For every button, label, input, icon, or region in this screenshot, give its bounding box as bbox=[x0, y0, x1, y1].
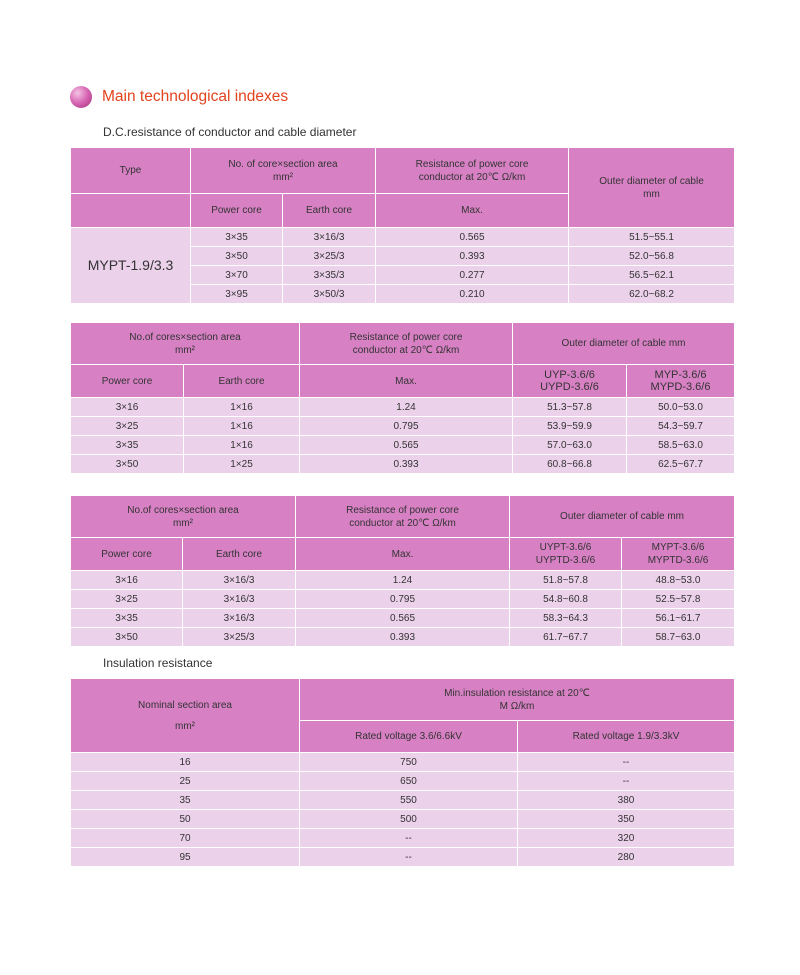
header-max: Max. bbox=[376, 194, 569, 228]
cell-power: 3×70 bbox=[191, 266, 283, 285]
header-uyp bbox=[513, 365, 627, 398]
cell-earth: 1×16 bbox=[184, 436, 300, 455]
cell-earth: 3×16/3 bbox=[183, 590, 296, 609]
header-cores bbox=[71, 323, 300, 365]
header-resistance-text: Resistance of power core conductor at 20℃ Ω/km bbox=[415, 158, 529, 183]
cell-power: 3×50 bbox=[71, 455, 184, 474]
header-max: Max. bbox=[296, 538, 510, 571]
header-rated-b: Rated voltage 1.9/3.3kV bbox=[518, 721, 735, 753]
cell-diameter-a: 51.3~57.8 bbox=[513, 398, 627, 417]
cell-earth: 3×16/3 bbox=[183, 571, 296, 590]
dc-resistance-table-uyp-myp bbox=[70, 322, 735, 474]
cell-resistance: 1.24 bbox=[296, 571, 510, 590]
cell-rated-b: -- bbox=[518, 753, 735, 772]
header-mypt bbox=[622, 538, 735, 571]
cell-resistance: 0.795 bbox=[300, 417, 513, 436]
header-cores-text: No.of cores×section area bbox=[127, 504, 239, 516]
cell-rated-a: -- bbox=[300, 829, 518, 848]
cell-area: 50 bbox=[71, 810, 300, 829]
header-blank bbox=[71, 194, 191, 228]
header-cores-text: No. of core×section area bbox=[228, 158, 338, 170]
section-heading bbox=[70, 86, 288, 108]
header-rated-a: Rated voltage 3.6/6.6kV bbox=[300, 721, 518, 753]
insulation-resistance-table bbox=[70, 678, 735, 867]
cell-resistance: 0.565 bbox=[300, 436, 513, 455]
header-earth-core: Earth core bbox=[183, 538, 296, 571]
header-nominal-unit: mm² bbox=[175, 720, 195, 732]
header-resistance bbox=[376, 148, 569, 194]
header-max: Max. bbox=[300, 365, 513, 398]
cell-power: 3×25 bbox=[71, 590, 183, 609]
cell-diameter-a: 54.8~60.8 bbox=[510, 590, 622, 609]
header-myp bbox=[627, 365, 735, 398]
cell-rated-a: -- bbox=[300, 848, 518, 867]
cell-diameter: 51.5~55.1 bbox=[569, 228, 735, 247]
cell-diameter-a: 61.7~67.7 bbox=[510, 628, 622, 647]
cell-diameter-b: 54.3~59.7 bbox=[627, 417, 735, 436]
header-uyp-line2: UYPD-3.6/6 bbox=[540, 381, 599, 393]
cell-diameter-b: 62.5~67.7 bbox=[627, 455, 735, 474]
cell-power: 3×35 bbox=[191, 228, 283, 247]
header-uypt bbox=[510, 538, 622, 571]
cell-area: 95 bbox=[71, 848, 300, 867]
header-power-core: Power core bbox=[191, 194, 283, 228]
header-mypt-line2: MYPTD-3.6/6 bbox=[647, 555, 709, 566]
header-resistance bbox=[296, 496, 510, 538]
cell-resistance: 0.393 bbox=[296, 628, 510, 647]
cell-resistance: 0.795 bbox=[296, 590, 510, 609]
cell-earth: 3×16/3 bbox=[283, 228, 376, 247]
cell-diameter-a: 60.8~66.8 bbox=[513, 455, 627, 474]
cell-power: 3×95 bbox=[191, 285, 283, 304]
header-resistance-text: Resistance of power core conductor at 20℃ Ω/km bbox=[346, 504, 459, 529]
model-name: MYPT-1.9/3.3 bbox=[71, 228, 191, 304]
cell-earth: 1×25 bbox=[184, 455, 300, 474]
cell-diameter: 62.0~68.2 bbox=[569, 285, 735, 304]
cell-earth: 3×16/3 bbox=[183, 609, 296, 628]
cell-resistance: 0.277 bbox=[376, 266, 569, 285]
header-cores bbox=[191, 148, 376, 194]
header-uypt-line2: UYPTD-3.6/6 bbox=[535, 555, 596, 566]
header-earth-core: Earth core bbox=[184, 365, 300, 398]
cell-diameter-a: 51.8~57.8 bbox=[510, 571, 622, 590]
cell-diameter-b: 52.5~57.8 bbox=[622, 590, 735, 609]
header-nominal-text: Nominal section area bbox=[138, 699, 232, 711]
cell-power: 3×16 bbox=[71, 398, 184, 417]
cell-rated-a: 500 bbox=[300, 810, 518, 829]
header-diameter-text: Outer diameter of cable mm bbox=[599, 175, 704, 200]
cell-rated-a: 650 bbox=[300, 772, 518, 791]
cell-earth: 1×16 bbox=[184, 417, 300, 436]
header-min-resistance-text: Min.insulation resistance at 20℃ bbox=[444, 687, 590, 699]
cell-diameter-b: 56.1~61.7 bbox=[622, 609, 735, 628]
header-uyp-line1: UYP-3.6/6 bbox=[544, 369, 595, 381]
cell-resistance: 1.24 bbox=[300, 398, 513, 417]
header-power-core: Power core bbox=[71, 538, 183, 571]
cell-rated-a: 550 bbox=[300, 791, 518, 810]
cell-diameter-b: 50.0~53.0 bbox=[627, 398, 735, 417]
header-power-core: Power core bbox=[71, 365, 184, 398]
header-earth-core: Earth core bbox=[283, 194, 376, 228]
cell-diameter-b: 48.8~53.0 bbox=[622, 571, 735, 590]
cell-power: 3×50 bbox=[71, 628, 183, 647]
cell-diameter-a: 58.3~64.3 bbox=[510, 609, 622, 628]
header-cores bbox=[71, 496, 296, 538]
header-uypt-line1: UYPT-3.6/6 bbox=[539, 542, 592, 553]
header-cores-unit: mm² bbox=[173, 517, 193, 529]
cell-area: 16 bbox=[71, 753, 300, 772]
cell-earth: 1×16 bbox=[184, 398, 300, 417]
bullet-icon bbox=[70, 86, 92, 108]
insulation-subtitle: Insulation resistance bbox=[103, 656, 213, 670]
cell-diameter-a: 53.9~59.9 bbox=[513, 417, 627, 436]
header-nominal bbox=[71, 679, 300, 753]
cell-earth: 3×35/3 bbox=[283, 266, 376, 285]
header-mypt-line1: MYPT-3.6/6 bbox=[651, 542, 705, 553]
header-resistance bbox=[300, 323, 513, 365]
header-cores-unit: mm² bbox=[175, 344, 195, 356]
cell-earth: 3×50/3 bbox=[283, 285, 376, 304]
dc-resistance-subtitle: D.C.resistance of conductor and cable diameter bbox=[103, 125, 357, 139]
cell-diameter: 52.0~56.8 bbox=[569, 247, 735, 266]
cell-rated-b: 320 bbox=[518, 829, 735, 848]
cell-rated-b: 280 bbox=[518, 848, 735, 867]
header-type: Type bbox=[71, 148, 191, 194]
header-cores-text: No.of cores×section area bbox=[129, 331, 241, 343]
cell-diameter: 56.5~62.1 bbox=[569, 266, 735, 285]
cell-power: 3×35 bbox=[71, 436, 184, 455]
header-myp-line2: MYPD-3.6/6 bbox=[650, 381, 711, 393]
cell-resistance: 0.393 bbox=[376, 247, 569, 266]
cell-power: 3×25 bbox=[71, 417, 184, 436]
cell-power: 3×16 bbox=[71, 571, 183, 590]
header-cores-unit: mm² bbox=[273, 171, 293, 183]
heading-text: Main technological indexes bbox=[102, 88, 289, 105]
header-diameter: Outer diameter of cable mm bbox=[510, 496, 735, 538]
cell-diameter-b: 58.5~63.0 bbox=[627, 436, 735, 455]
cell-resistance: 0.393 bbox=[300, 455, 513, 474]
cell-rated-a: 750 bbox=[300, 753, 518, 772]
cell-power: 3×35 bbox=[71, 609, 183, 628]
cell-area: 70 bbox=[71, 829, 300, 848]
cell-area: 35 bbox=[71, 791, 300, 810]
cell-rated-b: 350 bbox=[518, 810, 735, 829]
cell-diameter-b: 58.7~63.0 bbox=[622, 628, 735, 647]
header-resistance-text: Resistance of power core conductor at 20℃ Ω/km bbox=[349, 331, 463, 356]
cell-earth: 3×25/3 bbox=[183, 628, 296, 647]
cell-area: 25 bbox=[71, 772, 300, 791]
header-myp-line1: MYP-3.6/6 bbox=[654, 369, 707, 381]
cell-resistance: 0.565 bbox=[296, 609, 510, 628]
dc-resistance-table-uypt-mypt bbox=[70, 495, 735, 647]
cell-earth: 3×25/3 bbox=[283, 247, 376, 266]
header-min-resistance-unit: M Ω/km bbox=[499, 700, 535, 712]
cell-rated-b: -- bbox=[518, 772, 735, 791]
cell-resistance: 0.565 bbox=[376, 228, 569, 247]
cell-power: 3×50 bbox=[191, 247, 283, 266]
cell-resistance: 0.210 bbox=[376, 285, 569, 304]
dc-resistance-table-mypt bbox=[70, 147, 735, 304]
cell-rated-b: 380 bbox=[518, 791, 735, 810]
header-diameter bbox=[569, 148, 735, 228]
header-diameter: Outer diameter of cable mm bbox=[513, 323, 735, 365]
cell-diameter-a: 57.0~63.0 bbox=[513, 436, 627, 455]
header-min-resistance bbox=[300, 679, 735, 721]
